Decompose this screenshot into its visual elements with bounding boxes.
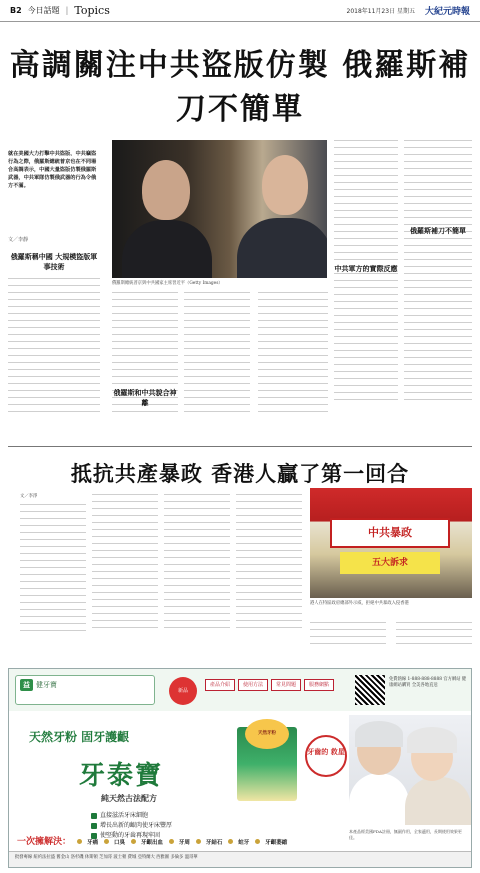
body-column-8 (92, 494, 158, 654)
body-column-10 (236, 494, 302, 654)
ad-nav-item-2: 使用方法 (238, 679, 268, 691)
byline: 文／李靜 (8, 237, 29, 243)
ad-brand-name: 牙泰寶 (79, 761, 164, 791)
protest-banner-2: 五大訴求 (340, 552, 440, 574)
ad-problem-item: 牙周 (169, 836, 190, 850)
qr-code-icon (355, 675, 385, 705)
ad-problem-item: 牙痛 (77, 836, 98, 850)
dot-icon (255, 839, 260, 844)
ad-problem-item: 牙齦出血 (131, 836, 163, 850)
body-column-5 (334, 140, 398, 440)
ad-problems-lead: 一次擁解決： (17, 837, 72, 847)
ad-benefit-text: 直接滋活牙床細胞 (100, 812, 149, 819)
ad-nav-item-4: 服務網點 (304, 679, 334, 691)
body-column-3 (184, 292, 250, 440)
section-divider (8, 446, 472, 447)
advertisement (8, 668, 472, 868)
body-column-4 (258, 292, 328, 440)
protest-banner: 中共暴政 (330, 518, 450, 548)
ad-problem-item: 蛀牙 (228, 836, 249, 850)
ad-slogan: 純天然古法配方 (101, 793, 157, 803)
product-box-label: 天然牙粉 (245, 719, 289, 749)
ad-benefit-text: 使堅動的牙齒再現牢固 (100, 832, 161, 839)
subhead-2: 俄羅斯補刀不簡單 (410, 226, 466, 235)
photo-caption-1: 俄羅斯總統普京與中共國家主席習近平（Getty Images） (112, 281, 223, 286)
ad-nav (205, 679, 334, 691)
dot-icon (228, 839, 233, 844)
issue-date: 2018年11月23日 星期五 (346, 8, 415, 15)
body-column-1 (8, 278, 100, 440)
subhead-4: 俄羅斯和中共貌合神離 (113, 388, 177, 407)
ad-problems (17, 835, 347, 849)
subhead-3: 中共軍方的實際反應 (334, 264, 398, 273)
ad-nav-item-1: 產品介紹 (205, 679, 235, 691)
divider: | (65, 6, 69, 15)
ad-nav-item-3: 常見問題 (271, 679, 301, 691)
topics-label: Topics (74, 4, 110, 17)
ad-note: 本產品經美國FDA註冊，無副作用，全家適用，長期使用效果更佳。 (349, 829, 462, 840)
ad-photo-couple (349, 715, 471, 825)
main-headline: 高調關注中共盜版仿製 俄羅斯補刀不簡單 (9, 48, 471, 127)
body-column-2 (112, 292, 178, 440)
photo-caption-2: 港人在特區政府總部外示威，拒絕中共暴政入侵香港 (310, 601, 409, 606)
ad-benefit (91, 821, 172, 831)
ad-brand-tagline: 天然牙粉 固牙護齦 (29, 730, 130, 744)
body-column-11 (310, 622, 386, 654)
byline-2: 文／李淨 (20, 494, 38, 499)
body-column-6 (404, 140, 472, 440)
dot-icon (196, 839, 201, 844)
ad-benefit (91, 811, 172, 821)
page-number: B2 (10, 6, 22, 15)
ad-benefit-text: 增長出新的齦肉使牙床豐厚 (100, 822, 173, 829)
ad-logo-text: 健牙寶 (36, 681, 57, 689)
dot-icon (131, 839, 136, 844)
body-column-9 (164, 494, 230, 654)
bullet-icon (91, 813, 97, 819)
ad-badge: 新品 (169, 677, 197, 705)
ad-contact: 免費熱線 1-888-888-8888 官方網站 健康網站購買 全美各地直送 (389, 677, 467, 688)
dot-icon (104, 839, 109, 844)
ad-logo (15, 675, 155, 705)
page-header (0, 0, 480, 22)
subhead-1: 俄羅斯稱中國 大規模盜版軍事技術 (10, 252, 98, 271)
ad-problem-item: 口臭 (104, 836, 125, 850)
dot-icon (77, 839, 82, 844)
ad-rescue-badge: 牙齒的 救星 (305, 735, 347, 777)
body-column-12 (396, 622, 472, 654)
ad-problem-item: 牙結石 (196, 836, 223, 850)
ad-logo-tag: 益 (20, 679, 33, 691)
body-column-7 (20, 504, 86, 654)
ad-footer: 批發專線 紐約法拉盛 舊金山 洛杉磯 休斯頓 芝加哥 波士頓 費城 亞特蘭大 西雅圖 多倫多 溫哥華 (9, 851, 472, 868)
photo-leaders (112, 140, 327, 278)
lead-paragraph: 就在美國大力打擊中共盜版、中共竊盜行為之際，俄羅斯總統普京也在不同場合高調表示，中國大量盜版仿製俄羅斯武器，中共軍隊仿製俄武器的行為令俄方不滿。 (8, 151, 97, 189)
bullet-icon (91, 823, 97, 829)
photo-protest (310, 488, 472, 598)
dot-icon (169, 839, 174, 844)
ad-problem-item: 牙齦萎縮 (255, 836, 287, 850)
section-label: 今日話題 (27, 6, 60, 15)
secondary-headline: 抵抗共產暴政 香港人贏了第一回合 (70, 461, 410, 486)
masthead: 大紀元時報 (424, 7, 470, 17)
